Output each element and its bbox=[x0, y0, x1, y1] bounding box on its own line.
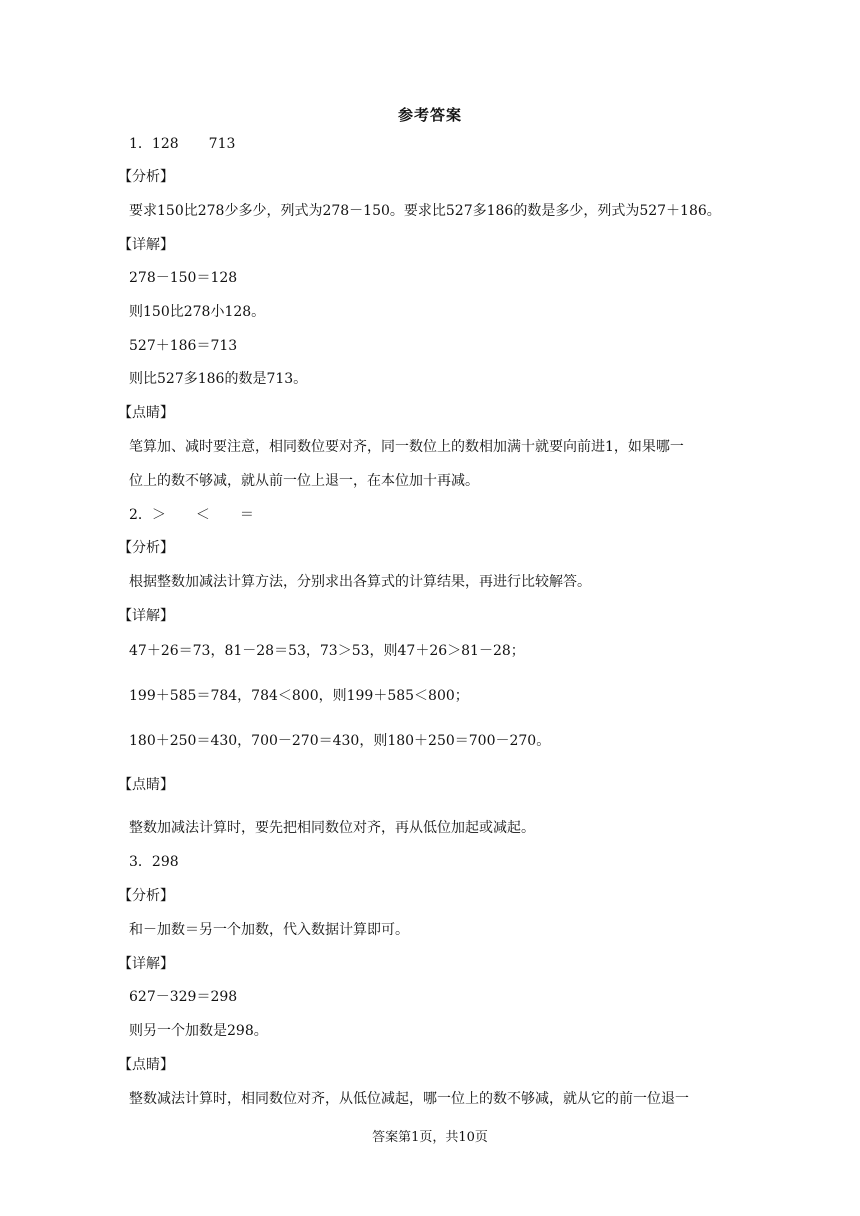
comment-line: 位上的数不够减，就从前一位上退一，在本位加十再减。 bbox=[129, 473, 479, 489]
page-footer: 答案第1页，共10页 bbox=[372, 1130, 488, 1145]
analysis-text: 要求150比278少多少，列式为278－150。要求比527多186的数是多少，列式为527＋186。 bbox=[129, 203, 721, 219]
detail-line: 则另一个加数是298。 bbox=[129, 1023, 268, 1039]
detail-line: 527＋186＝713 bbox=[129, 338, 238, 354]
analysis-text: 和－加数＝另一个加数，代入数据计算即可。 bbox=[129, 922, 409, 938]
analysis-heading: 【分析】 bbox=[118, 540, 174, 556]
question-number: 1． bbox=[129, 136, 152, 152]
question-number: 3． bbox=[129, 854, 152, 870]
detail-line: 则比527多186的数是713。 bbox=[129, 371, 308, 387]
answer-line bbox=[129, 134, 235, 154]
analysis-heading: 【分析】 bbox=[118, 169, 174, 185]
comment-line: 整数加减法计算时，要先把相同数位对齐，再从低位加起或减起。 bbox=[129, 820, 535, 836]
detail-line: 199＋585＝784，784＜800，则199＋585＜800； bbox=[129, 688, 469, 704]
comment-heading: 【点睛】 bbox=[118, 405, 174, 421]
detail-heading: 【详解】 bbox=[118, 608, 174, 624]
detail-heading: 【详解】 bbox=[118, 237, 174, 253]
detail-line: 278－150＝128 bbox=[129, 270, 238, 286]
detail-line: 627－329＝298 bbox=[129, 989, 238, 1005]
detail-line: 47＋26＝73，81－28＝53，73＞53，则47＋26＞81－28； bbox=[129, 643, 525, 659]
detail-line: 则150比278小128。 bbox=[129, 304, 266, 320]
answer-value: 713 bbox=[208, 136, 236, 152]
page-title: 参考答案 bbox=[397, 106, 462, 124]
answer-value: 298 bbox=[151, 854, 179, 870]
detail-heading: 【详解】 bbox=[118, 956, 174, 972]
answer-value: ＞ bbox=[151, 507, 166, 523]
answer-value: ＝ bbox=[239, 507, 254, 523]
question-number: 2． bbox=[129, 507, 152, 523]
analysis-heading: 【分析】 bbox=[118, 888, 174, 904]
comment-heading: 【点睛】 bbox=[118, 1057, 174, 1073]
comment-heading: 【点睛】 bbox=[118, 777, 174, 793]
detail-line: 180＋250＝430，700－270＝430，则180＋250＝700－270。 bbox=[129, 733, 551, 749]
answer-line bbox=[129, 852, 179, 872]
answer-line bbox=[129, 505, 254, 525]
comment-line: 整数减法计算时，相同数位对齐，从低位减起，哪一位上的数不够减，就从它的前一位退一 bbox=[129, 1091, 689, 1107]
answer-value: ＜ bbox=[195, 507, 210, 523]
comment-line: 笔算加、减时要注意，相同数位要对齐，同一数位上的数相加满十就要向前进1，如果哪一 bbox=[129, 439, 684, 455]
answer-value: 128 bbox=[151, 136, 179, 152]
analysis-text: 根据整数加减法计算方法，分别求出各算式的计算结果，再进行比较解答。 bbox=[129, 574, 591, 590]
